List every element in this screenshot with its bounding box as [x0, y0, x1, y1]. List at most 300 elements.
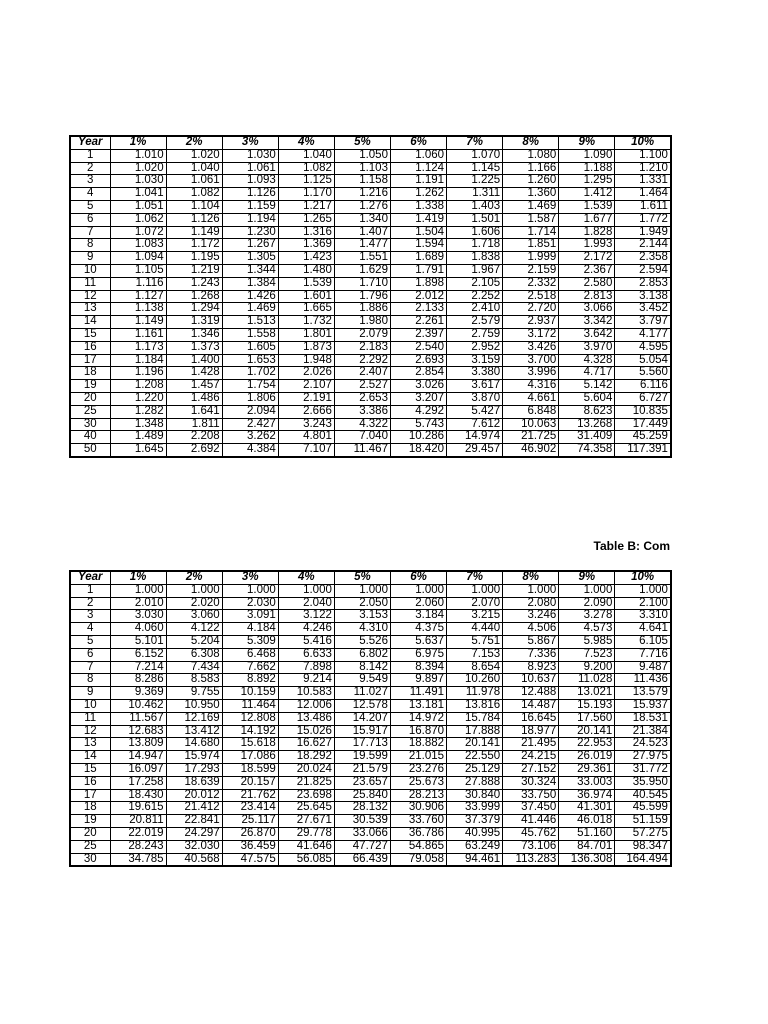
factor-cell: 3.380	[447, 367, 503, 380]
factor-cell: 1.403	[447, 200, 503, 213]
factor-cell: 18.977	[503, 725, 559, 738]
factor-cell: 1.216	[334, 188, 390, 201]
factor-cell: 3.153	[334, 610, 390, 623]
factor-cell: 1.041	[110, 188, 166, 201]
factor-cell: 1.319	[166, 316, 222, 329]
factor-cell: 16.627	[278, 738, 334, 751]
factor-cell: 1.195	[166, 252, 222, 265]
factor-cell: 1.158	[334, 175, 390, 188]
factor-cell: 1.601	[278, 290, 334, 303]
factor-cell: 1.260	[503, 175, 559, 188]
factor-cell: 1.196	[110, 367, 166, 380]
factor-cell: 1.501	[447, 213, 503, 226]
table-row	[70, 840, 671, 853]
factor-cell: 3.617	[447, 380, 503, 393]
annuity-factor-table	[69, 570, 672, 867]
factor-cell: 12.578	[334, 699, 390, 712]
factor-cell: 1.000	[334, 584, 390, 597]
factor-cell: 2.094	[222, 405, 278, 418]
factor-cell: 51.160	[559, 827, 615, 840]
factor-cell: 1.243	[166, 277, 222, 290]
factor-cell: 5.751	[447, 635, 503, 648]
table-row	[70, 751, 671, 764]
year-cell: 9	[70, 252, 110, 265]
factor-cell: 13.579	[615, 687, 671, 700]
table-row	[70, 380, 671, 393]
factor-cell: 2.527	[334, 380, 390, 393]
factor-cell: 1.400	[166, 354, 222, 367]
factor-cell: 4.122	[166, 623, 222, 636]
factor-cell: 34.785	[110, 853, 166, 866]
table-row	[70, 277, 671, 290]
year-cell: 11	[70, 277, 110, 290]
factor-cell: 33.003	[559, 776, 615, 789]
factor-cell: 2.079	[334, 328, 390, 341]
factor-cell: 1.072	[110, 226, 166, 239]
factor-cell: 2.026	[278, 367, 334, 380]
factor-cell: 1.295	[559, 175, 615, 188]
factor-cell: 31.772	[615, 763, 671, 776]
factor-cell: 13.816	[447, 699, 503, 712]
factor-cell: 2.952	[447, 341, 503, 354]
table-row	[70, 444, 671, 457]
factor-cell: 136.308	[559, 853, 615, 866]
factor-cell: 27.152	[503, 763, 559, 776]
year-cell: 20	[70, 827, 110, 840]
year-cell: 10	[70, 699, 110, 712]
table-row	[70, 213, 671, 226]
factor-cell: 27.671	[278, 815, 334, 828]
table-row	[70, 687, 671, 700]
factor-cell: 13.412	[166, 725, 222, 738]
factor-cell: 12.808	[222, 712, 278, 725]
year-cell: 40	[70, 431, 110, 444]
factor-cell: 4.292	[390, 405, 446, 418]
factor-cell: 74.358	[559, 444, 615, 457]
factor-cell: 37.379	[447, 815, 503, 828]
factor-cell: 1.718	[447, 239, 503, 252]
factor-cell: 1.161	[110, 328, 166, 341]
table-row	[70, 226, 671, 239]
factor-cell: 11.491	[390, 687, 446, 700]
year-cell: 12	[70, 725, 110, 738]
table-row	[70, 763, 671, 776]
factor-cell: 17.086	[222, 751, 278, 764]
table-header	[70, 136, 671, 149]
column-header-rate: 3%	[222, 136, 278, 149]
factor-cell: 7.107	[278, 444, 334, 457]
factor-cell: 1.772	[615, 213, 671, 226]
factor-cell: 8.286	[110, 674, 166, 687]
factor-cell: 1.030	[110, 175, 166, 188]
column-header-rate: 7%	[447, 136, 503, 149]
factor-cell: 1.267	[222, 239, 278, 252]
factor-cell: 6.468	[222, 648, 278, 661]
factor-cell: 1.125	[278, 175, 334, 188]
factor-cell: 113.283	[503, 853, 559, 866]
factor-cell: 57.275	[615, 827, 671, 840]
factor-cell: 3.870	[447, 392, 503, 405]
factor-cell: 27.975	[615, 751, 671, 764]
factor-cell: 23.698	[278, 789, 334, 802]
factor-cell: 1.689	[390, 252, 446, 265]
factor-cell: 15.193	[559, 699, 615, 712]
factor-cell: 3.060	[166, 610, 222, 623]
factor-cell: 1.100	[615, 149, 671, 162]
factor-cell: 18.531	[615, 712, 671, 725]
factor-cell: 25.129	[447, 763, 503, 776]
factor-cell: 2.407	[334, 367, 390, 380]
factor-cell: 18.882	[390, 738, 446, 751]
table-row	[70, 827, 671, 840]
factor-cell: 7.612	[447, 418, 503, 431]
factor-cell: 36.786	[390, 827, 446, 840]
factor-cell: 1.948	[278, 354, 334, 367]
factor-cell: 73.106	[503, 840, 559, 853]
column-header-rate: 4%	[278, 571, 334, 584]
factor-cell: 30.539	[334, 815, 390, 828]
factor-cell: 3.310	[615, 610, 671, 623]
factor-cell: 4.328	[559, 354, 615, 367]
factor-cell: 2.518	[503, 290, 559, 303]
factor-cell: 35.950	[615, 776, 671, 789]
factor-cell: 1.611	[615, 200, 671, 213]
table-row	[70, 354, 671, 367]
factor-cell: 1.225	[447, 175, 503, 188]
column-header-rate: 10%	[615, 571, 671, 584]
factor-cell: 1.477	[334, 239, 390, 252]
factor-cell: 1.020	[110, 162, 166, 175]
factor-cell: 20.811	[110, 815, 166, 828]
factor-cell: 1.469	[222, 303, 278, 316]
factor-cell: 2.191	[278, 392, 334, 405]
factor-cell: 1.629	[334, 264, 390, 277]
factor-cell: 1.020	[166, 149, 222, 162]
factor-cell: 41.646	[278, 840, 334, 853]
factor-cell: 7.523	[559, 648, 615, 661]
factor-cell: 5.604	[559, 392, 615, 405]
factor-cell: 1.412	[559, 188, 615, 201]
factor-cell: 16.097	[110, 763, 166, 776]
factor-cell: 2.580	[559, 277, 615, 290]
factor-cell: 18.599	[222, 763, 278, 776]
factor-cell: 3.207	[390, 392, 446, 405]
factor-cell: 22.019	[110, 827, 166, 840]
factor-cell: 11.467	[334, 444, 390, 457]
factor-cell: 14.972	[390, 712, 446, 725]
year-cell: 19	[70, 815, 110, 828]
factor-cell: 3.026	[390, 380, 446, 393]
factor-cell: 22.953	[559, 738, 615, 751]
factor-cell: 3.426	[503, 341, 559, 354]
factor-cell: 3.091	[222, 610, 278, 623]
factor-cell: 1.340	[334, 213, 390, 226]
factor-cell: 11.436	[615, 674, 671, 687]
factor-cell: 29.361	[559, 763, 615, 776]
year-cell: 13	[70, 738, 110, 751]
factor-cell: 4.801	[278, 431, 334, 444]
factor-cell: 2.040	[278, 597, 334, 610]
factor-cell: 5.054	[615, 354, 671, 367]
factor-cell: 1.344	[222, 264, 278, 277]
factor-cell: 1.469	[503, 200, 559, 213]
year-cell: 25	[70, 840, 110, 853]
factor-cell: 33.999	[447, 802, 503, 815]
year-cell: 30	[70, 418, 110, 431]
factor-cell: 26.870	[222, 827, 278, 840]
factor-cell: 1.754	[222, 380, 278, 393]
factor-cell: 1.423	[278, 252, 334, 265]
factor-cell: 66.439	[334, 853, 390, 866]
factor-cell: 1.316	[278, 226, 334, 239]
factor-cell: 1.851	[503, 239, 559, 252]
factor-cell: 5.560	[615, 367, 671, 380]
year-cell: 30	[70, 853, 110, 866]
factor-cell: 40.568	[166, 853, 222, 866]
factor-cell: 4.316	[503, 380, 559, 393]
factor-cell: 17.258	[110, 776, 166, 789]
factor-cell: 14.974	[447, 431, 503, 444]
factor-cell: 1.062	[110, 213, 166, 226]
factor-cell: 3.996	[503, 367, 559, 380]
factor-cell: 1.710	[334, 277, 390, 290]
factor-cell: 1.159	[222, 200, 278, 213]
factor-cell: 1.166	[503, 162, 559, 175]
factor-cell: 1.828	[559, 226, 615, 239]
factor-cell: 1.173	[110, 341, 166, 354]
factor-cell: 3.215	[447, 610, 503, 623]
factor-cell: 1.000	[222, 584, 278, 597]
year-cell: 8	[70, 674, 110, 687]
factor-cell: 5.416	[278, 635, 334, 648]
table-row	[70, 149, 671, 162]
table-row	[70, 316, 671, 329]
factor-cell: 14.192	[222, 725, 278, 738]
factor-cell: 4.506	[503, 623, 559, 636]
factor-cell: 1.558	[222, 328, 278, 341]
factor-cell: 10.637	[503, 674, 559, 687]
factor-cell: 6.308	[166, 648, 222, 661]
factor-cell: 2.107	[278, 380, 334, 393]
factor-cell: 2.183	[334, 341, 390, 354]
table-row	[70, 188, 671, 201]
factor-cell: 26.019	[559, 751, 615, 764]
factor-cell: 5.309	[222, 635, 278, 648]
year-cell: 10	[70, 264, 110, 277]
factor-cell: 6.116	[615, 380, 671, 393]
table-row	[70, 162, 671, 175]
factor-cell: 4.177	[615, 328, 671, 341]
table-row	[70, 392, 671, 405]
column-header-rate: 3%	[222, 571, 278, 584]
factor-cell: 4.184	[222, 623, 278, 636]
table-b-caption: Table B: Com	[593, 539, 670, 553]
table-row	[70, 200, 671, 213]
factor-cell: 1.104	[166, 200, 222, 213]
factor-cell: 1.457	[166, 380, 222, 393]
year-cell: 15	[70, 763, 110, 776]
factor-cell: 1.184	[110, 354, 166, 367]
factor-cell: 23.657	[334, 776, 390, 789]
column-header-rate: 2%	[166, 136, 222, 149]
factor-cell: 1.191	[390, 175, 446, 188]
factor-cell: 4.060	[110, 623, 166, 636]
factor-cell: 1.513	[222, 316, 278, 329]
factor-cell: 1.061	[166, 175, 222, 188]
factor-cell: 1.070	[447, 149, 503, 162]
column-header-rate: 10%	[615, 136, 671, 149]
factor-cell: 5.985	[559, 635, 615, 648]
factor-cell: 20.141	[559, 725, 615, 738]
factor-cell: 1.791	[390, 264, 446, 277]
factor-cell: 3.452	[615, 303, 671, 316]
factor-cell: 5.526	[334, 635, 390, 648]
table-row	[70, 367, 671, 380]
table-body	[70, 584, 671, 866]
year-cell: 4	[70, 623, 110, 636]
factor-cell: 1.464	[615, 188, 671, 201]
factor-cell: 3.700	[503, 354, 559, 367]
factor-cell: 45.599	[615, 802, 671, 815]
factor-cell: 2.208	[166, 431, 222, 444]
factor-cell: 3.159	[447, 354, 503, 367]
factor-cell: 30.324	[503, 776, 559, 789]
factor-cell: 1.665	[278, 303, 334, 316]
factor-cell: 5.637	[390, 635, 446, 648]
factor-cell: 18.292	[278, 751, 334, 764]
factor-cell: 1.194	[222, 213, 278, 226]
factor-cell: 1.360	[503, 188, 559, 201]
factor-cell: 2.759	[447, 328, 503, 341]
factor-cell: 2.427	[222, 418, 278, 431]
table-body	[70, 149, 671, 457]
table-row	[70, 853, 671, 866]
year-cell: 17	[70, 354, 110, 367]
factor-cell: 40.545	[615, 789, 671, 802]
factor-cell: 84.701	[559, 840, 615, 853]
factor-cell: 24.297	[166, 827, 222, 840]
factor-cell: 1.949	[615, 226, 671, 239]
factor-cell: 79.058	[390, 853, 446, 866]
factor-cell: 2.090	[559, 597, 615, 610]
factor-cell: 16.870	[390, 725, 446, 738]
factor-cell: 1.898	[390, 277, 446, 290]
factor-cell: 1.428	[166, 367, 222, 380]
factor-cell: 33.066	[334, 827, 390, 840]
factor-cell: 3.243	[278, 418, 334, 431]
year-cell: 1	[70, 149, 110, 162]
table-row	[70, 239, 671, 252]
factor-cell: 9.897	[390, 674, 446, 687]
factor-cell: 15.618	[222, 738, 278, 751]
factor-cell: 3.386	[334, 405, 390, 418]
factor-cell: 98.347	[615, 840, 671, 853]
factor-cell: 6.848	[503, 405, 559, 418]
factor-cell: 46.018	[559, 815, 615, 828]
factor-cell: 1.093	[222, 175, 278, 188]
factor-cell: 2.853	[615, 277, 671, 290]
factor-cell: 1.217	[278, 200, 334, 213]
factor-cell: 28.132	[334, 802, 390, 815]
factor-cell: 2.020	[166, 597, 222, 610]
table-row	[70, 175, 671, 188]
column-header-rate: 1%	[110, 136, 166, 149]
year-cell: 11	[70, 712, 110, 725]
factor-cell: 1.080	[503, 149, 559, 162]
factor-cell: 28.213	[390, 789, 446, 802]
factor-cell: 4.246	[278, 623, 334, 636]
factor-cell: 40.995	[447, 827, 503, 840]
factor-cell: 6.727	[615, 392, 671, 405]
factor-cell: 1.127	[110, 290, 166, 303]
factor-cell: 1.605	[222, 341, 278, 354]
factor-cell: 21.015	[390, 751, 446, 764]
factor-cell: 1.000	[447, 584, 503, 597]
factor-cell: 1.219	[166, 264, 222, 277]
year-cell: 14	[70, 751, 110, 764]
factor-cell: 1.040	[278, 149, 334, 162]
factor-cell: 20.157	[222, 776, 278, 789]
table-header	[70, 571, 671, 584]
factor-cell: 3.797	[615, 316, 671, 329]
factor-cell: 6.633	[278, 648, 334, 661]
year-cell: 6	[70, 213, 110, 226]
factor-cell: 1.714	[503, 226, 559, 239]
factor-cell: 2.367	[559, 264, 615, 277]
factor-cell: 15.974	[166, 751, 222, 764]
factor-cell: 17.713	[334, 738, 390, 751]
factor-cell: 3.642	[559, 328, 615, 341]
factor-cell: 6.105	[615, 635, 671, 648]
column-header-year: Year	[70, 136, 110, 149]
factor-cell: 1.373	[166, 341, 222, 354]
column-header-rate: 8%	[503, 571, 559, 584]
factor-cell: 2.100	[615, 597, 671, 610]
factor-cell: 36.974	[559, 789, 615, 802]
year-cell: 7	[70, 226, 110, 239]
factor-cell: 9.549	[334, 674, 390, 687]
factor-cell: 18.430	[110, 789, 166, 802]
factor-cell: 1.138	[110, 303, 166, 316]
factor-cell: 1.083	[110, 239, 166, 252]
year-cell: 2	[70, 162, 110, 175]
year-cell: 3	[70, 175, 110, 188]
factor-cell: 2.937	[503, 316, 559, 329]
factor-cell: 1.188	[559, 162, 615, 175]
factor-cell: 7.336	[503, 648, 559, 661]
year-cell: 15	[70, 328, 110, 341]
factor-cell: 1.980	[334, 316, 390, 329]
year-cell: 14	[70, 316, 110, 329]
factor-cell: 45.762	[503, 827, 559, 840]
factor-cell: 1.426	[222, 290, 278, 303]
factor-cell: 2.720	[503, 303, 559, 316]
factor-cell: 2.010	[110, 597, 166, 610]
year-cell: 9	[70, 687, 110, 700]
factor-cell: 2.261	[390, 316, 446, 329]
factor-cell: 23.414	[222, 802, 278, 815]
factor-cell: 32.030	[166, 840, 222, 853]
factor-cell: 11.978	[447, 687, 503, 700]
factor-cell: 25.645	[278, 802, 334, 815]
year-cell: 8	[70, 239, 110, 252]
factor-cell: 30.906	[390, 802, 446, 815]
table-row	[70, 597, 671, 610]
factor-cell: 3.172	[503, 328, 559, 341]
factor-cell: 21.495	[503, 738, 559, 751]
factor-cell: 1.606	[447, 226, 503, 239]
table-row	[70, 776, 671, 789]
